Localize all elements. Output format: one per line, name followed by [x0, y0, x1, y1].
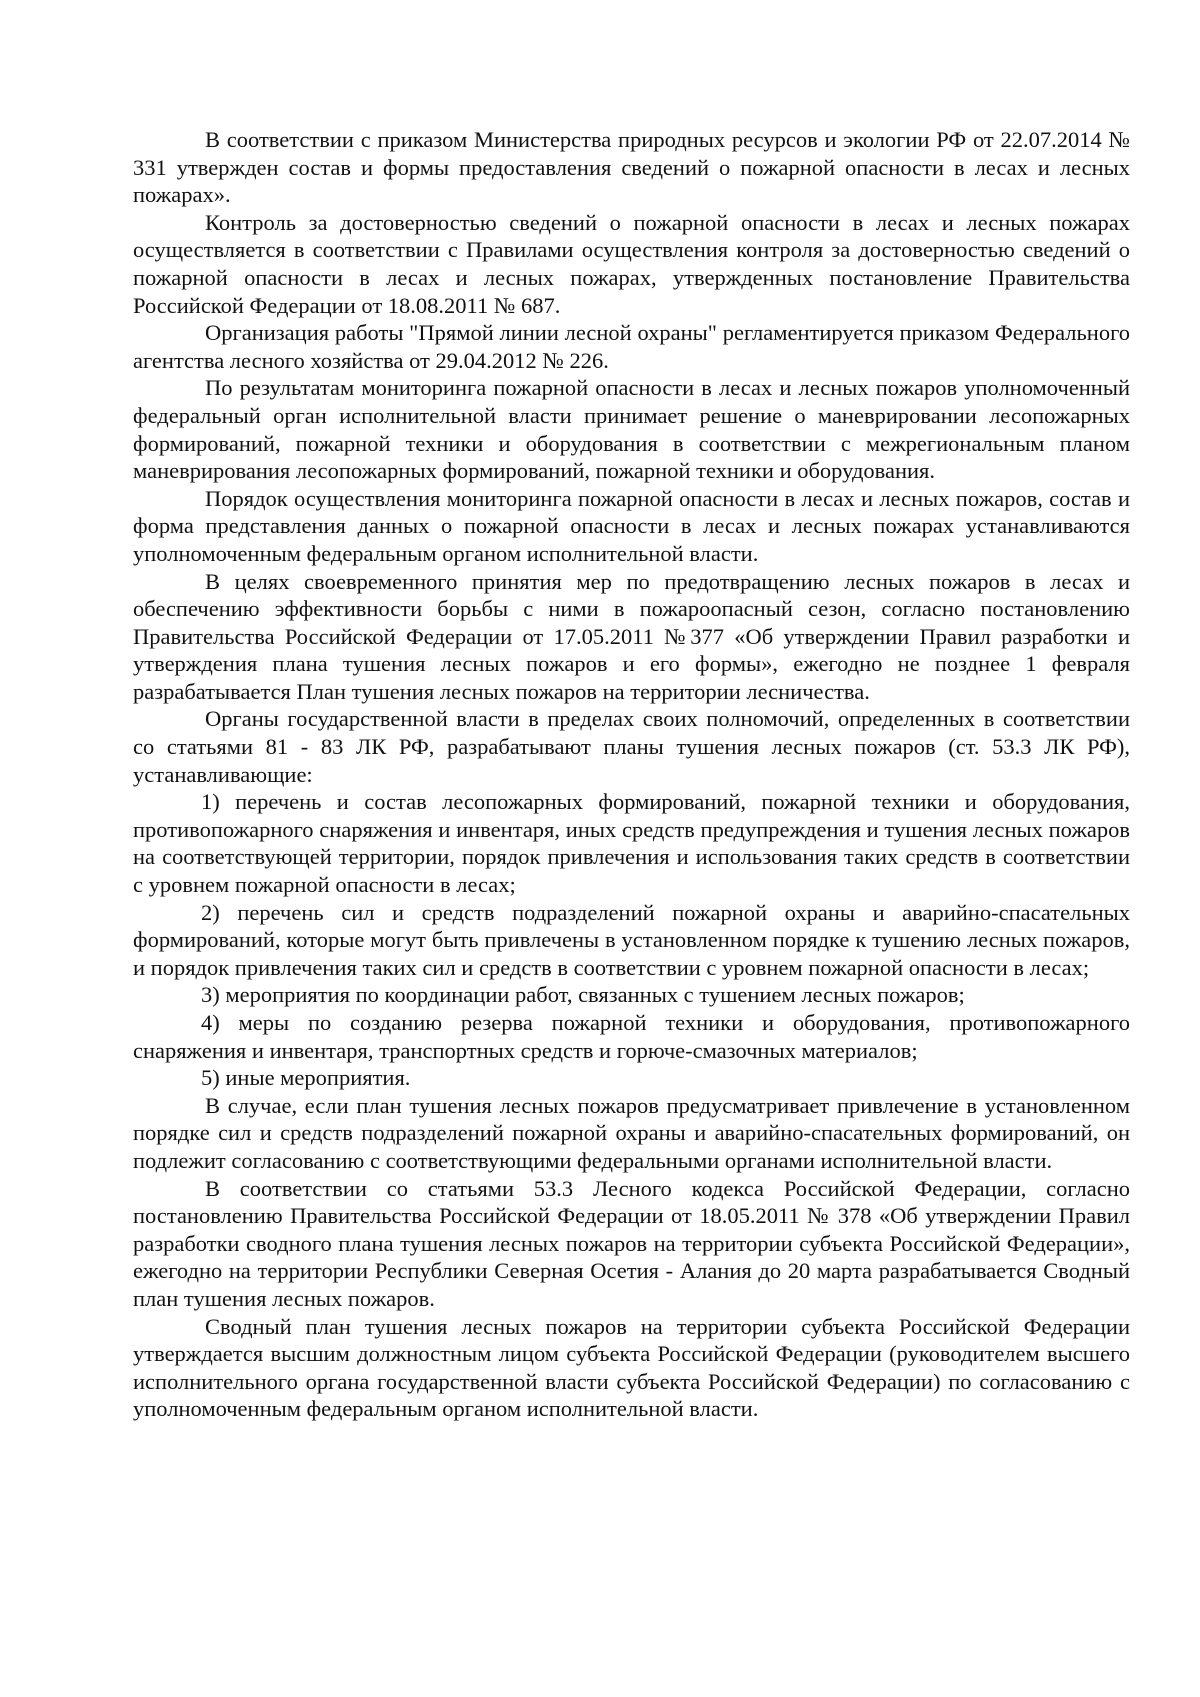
paragraph-forest-hotline: Организация работы "Прямой линии лесной охраны" регламентируется приказом Федерального агентства лесного хозяйства от 29.04.2012 № 226.	[133, 320, 1130, 373]
paragraph-summary-plan: В соответствии со статьями 53.3 Лесного кодекса Российской Федерации, согласно постановлению Правительства Российской Федерации от 18.05.2011 № 378 «Об утверждении Правил разработки сводного плана тушения лесных пожаров на территории субъекта Российской Федерации», ежегодно на территории Республики Северная Осетия - Алания до 20 марта разрабатывается Сводный план тушения лесных пожаров.	[133, 1175, 1130, 1311]
paragraph-plan-forestry: В целях своевременного принятия мер по предотвращению лесных пожаров в лесах и обеспечению эффективности борьбы с ними в пожароопасный сезон, согласно постановлению Правительства Российской Федерации от 17.05.2011 №377 «Об утверждении Правил разработки и утверждения плана тушения лесных пожаров и его формы», ежегодно не позднее 1 февраля разрабатывается План тушения лесных пожаров на территории лесничества.	[133, 568, 1130, 704]
paragraph-order-331: В соответствии с приказом Министерства природных ресурсов и экологии РФ от 22.07.2014 № 331 утвержден состав и формы предоставления сведений о пожарной опасности в лесах и лесных пожарах».	[133, 127, 1130, 208]
list-item-3: 3) мероприятия по координации работ, связанных с тушением лесных пожаров;	[201, 982, 965, 1008]
list-item-2: 2) перечень сил и средств подразделений пожарной охраны и аварийно-спасательных формирований, которые могут быть привлечены в установленном порядке к тушению лесных пожаров, и порядок привлечения таких сил и средств в соответствии с уровнем пожарной опасности в лесах;	[133, 899, 1130, 980]
paragraph-control-reliability: Контроль за достоверностью сведений о пожарной опасности в лесах и лесных пожарах осуществляется в соответствии с Правилами осуществления контроля за достоверностью сведений о пожарной опасности в лесах и лесных пожарах, утвержденных постановление Правительства Российской Федерации от 18.08.2011 № 687.	[133, 209, 1130, 318]
paragraph-state-authorities: Органы государственной власти в пределах своих полномочий, определенных в соответствии со статьями 81 - 83 ЛК РФ, разрабатывают планы тушения лесных пожаров (ст. 53.3 ЛК РФ), устанавливающие:	[133, 706, 1130, 787]
paragraph-plan-approval-federal: В случае, если план тушения лесных пожаров предусматривает привлечение в установленном порядке сил и средств подразделений пожарной охраны и аварийно-спасательных формирований, он подлежит согласованию с соответствующими федеральными органами исполнительной власти.	[133, 1092, 1130, 1173]
list-item-1: 1) перечень и состав лесопожарных формирований, пожарной техники и оборудования, противопожарного снаряжения и инвентаря, иных средств предупреждения и тушения лесных пожаров на соответствующей территории, порядок привлечения и использования таких средств в соответствии с уровнем пожарной опасности в лесах;	[133, 789, 1130, 898]
list-item-4: 4) меры по созданию резерва пожарной техники и оборудования, противопожарного снаряжения и инвентаря, транспортных средств и горюче-смазочных материалов;	[133, 1010, 1130, 1063]
paragraph-summary-plan-approval: Сводный план тушения лесных пожаров на территории субъекта Российской Федерации утверждается высшим должностным лицом субъекта Российской Федерации (руководителем высшего исполнительного органа государственной власти субъекта Российской Федерации) по согласованию с уполномоченным федеральным органом исполнительной власти.	[133, 1313, 1130, 1422]
document-page	[133, 126, 1130, 1423]
paragraph-monitoring-procedure: Порядок осуществления мониторинга пожарной опасности в лесах и лесных пожаров, состав и форма представления данных о пожарной опасности в лесах и лесных пожарах устанавливаются уполномоченным федеральным органом исполнительной власти.	[133, 485, 1130, 566]
list-item-5: 5) иные мероприятия.	[201, 1065, 411, 1091]
paragraph-monitoring-results: По результатам мониторинга пожарной опасности в лесах и лесных пожаров уполномоченный федеральный орган исполнительной власти принимает решение о маневрировании лесопожарных формирований, пожарной техники и оборудования в соответствии с межрегиональным планом маневрирования лесопожарных формирований, пожарной техники и оборудования.	[133, 375, 1130, 484]
